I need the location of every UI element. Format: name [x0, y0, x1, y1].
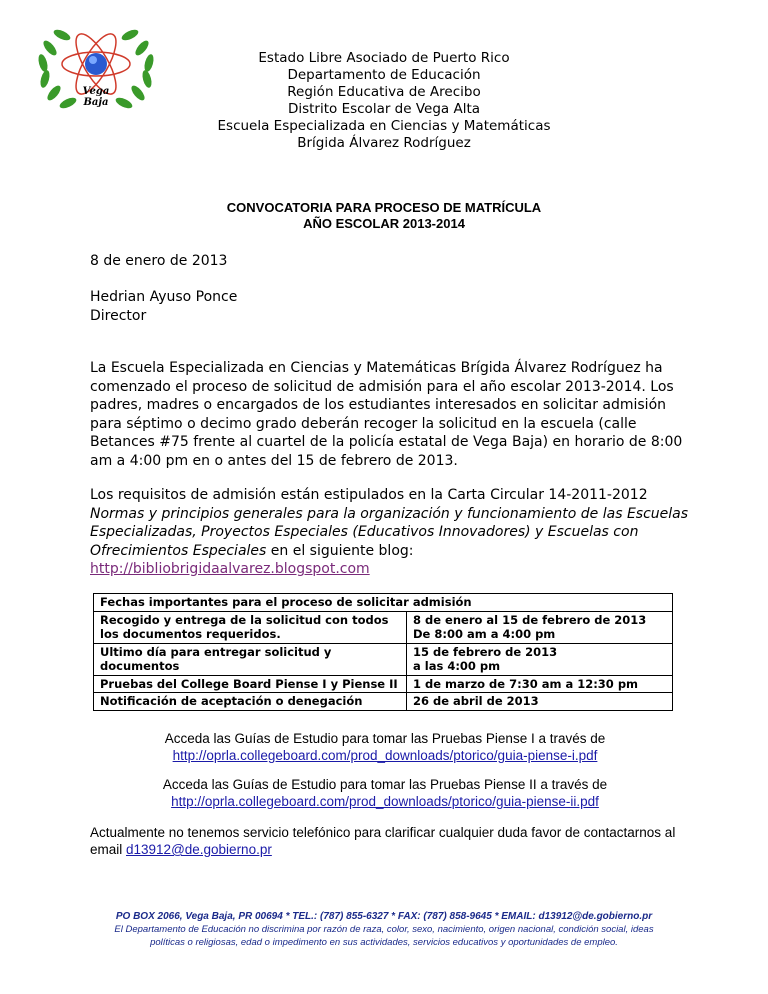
date-line: a las 4:00 pm: [413, 659, 501, 673]
guide2-link[interactable]: http://oprla.collegeboard.com/prod_downloads/ptorico/guia-piense-ii.pdf: [171, 794, 599, 809]
blog-link[interactable]: http://bibliobrigidaalvarez.blogspot.com: [90, 561, 370, 577]
event-line: documentos: [100, 659, 180, 673]
contact-email-link[interactable]: d13912@de.gobierno.pr: [126, 842, 272, 857]
table-header-row: [94, 594, 673, 612]
paragraph-requirements: [90, 486, 690, 579]
circular-title: Normas y principios generales para la organización y funcionamiento de las Escuelas Especializadas, Proyectos Especiales (Educativos Innovadores) y Escuelas con Ofrecimientos Especiales: [90, 505, 689, 559]
header-line-2: Departamento de Educación: [287, 67, 481, 83]
guide1-text: Acceda las Guías de Estudio para tomar las Pruebas Piense I a través de: [164, 731, 606, 746]
guide2-text: Acceda las Guías de Estudio para tomar las Pruebas Piense II a través de: [162, 777, 608, 792]
date-line: 8 de enero al 15 de febrero de 2013: [413, 612, 647, 627]
letterhead: [130, 50, 638, 152]
contact-text: Actualmente no tenemos servicio telefónico para clarificar cualquier duda favor de contactarnos al email: [90, 825, 676, 857]
requirements-intro: Los requisitos de admisión están estipulados en la Carta Circular 14-2011-2012: [90, 487, 648, 503]
date-cell: 1 de marzo de 7:30 am a 12:30 pm: [407, 675, 673, 693]
title-line-2: AÑO ESCOLAR 2013-2014: [303, 216, 465, 231]
event-line: Ultimo día para entregar solicitud y: [100, 644, 332, 659]
footer: [60, 910, 708, 949]
table-row: [94, 643, 673, 675]
header-line-5: Escuela Especializada en Ciencias y Matemáticas: [217, 118, 551, 134]
table-row: [94, 675, 673, 693]
date-line: 15 de febrero de 2013: [413, 644, 558, 659]
date-cell: [407, 643, 673, 675]
letter-date: 8 de enero de 2013: [90, 253, 228, 269]
contact-note: [90, 824, 690, 858]
header-line-3: Región Educativa de Arecibo: [287, 84, 481, 100]
date-cell: 26 de abril de 2013: [407, 693, 673, 711]
table-row: [94, 611, 673, 643]
header-line-4: Distrito Escolar de Vega Alta: [287, 101, 481, 117]
event-line: Recogido y entrega de la solicitud con todos: [100, 612, 389, 627]
signer-name: Hedrian Ayuso Ponce: [90, 289, 238, 305]
title-line-1: CONVOCATORIA PARA PROCESO DE MATRÍCULA: [226, 200, 542, 215]
date-line: De 8:00 am a 4:00 pm: [413, 627, 556, 641]
footer-address: PO BOX 2066, Vega Baja, PR 00694 * TEL.: (787) 855-6327 * FAX: (787) 858-9645 * EMAIL: d13912@de.gobierno.pr: [115, 911, 653, 922]
table-header: Fechas importantes para el proceso de solicitar admisión: [94, 594, 673, 612]
event-cell: [94, 611, 407, 643]
event-line: los documentos requeridos.: [100, 627, 281, 641]
header-line-1: Estado Libre Asociado de Puerto Rico: [258, 50, 510, 66]
requirements-tail: en el siguiente blog:: [266, 542, 414, 559]
guide-piense-ii: [90, 776, 680, 810]
signer-title: Director: [90, 307, 147, 324]
date-cell: [407, 611, 673, 643]
event-cell: Notificación de aceptación o denegación: [94, 693, 407, 711]
document-title: [130, 200, 638, 232]
footer-notice-2: políticas o religiosas, edad o impedimento en sus actividades, servicios educativos y oportunidades de empleo.: [150, 937, 618, 948]
important-dates-table: [93, 593, 673, 711]
event-cell: Pruebas del College Board Piense I y Piense II: [94, 675, 407, 693]
guide-piense-i: [90, 730, 680, 764]
table-row: [94, 693, 673, 711]
guide1-link[interactable]: http://oprla.collegeboard.com/prod_downloads/ptorico/guia-piense-i.pdf: [172, 748, 598, 763]
event-cell: [94, 643, 407, 675]
paragraph-admission: La Escuela Especializada en Ciencias y Matemáticas Brígida Álvarez Rodríguez ha comenzado el proceso de solicitud de admisión para el año escolar 2013-2014. Los padres, madres o encargados de los estudiantes interesados en solicitar admisión para séptimo o decimo grado deberán recoger la solicitud en la escuela (calle Betances #75 frente al cuartel de la policía estatal de Vega Baja) en horario de 8:00 am a 4:00 pm en o antes del 15 de febrero de 2013.: [90, 360, 683, 469]
signer-block: [90, 288, 237, 325]
logo-label: Vega Baja: [82, 86, 110, 108]
footer-notice-1: El Departamento de Educación no discrimina por razón de raza, color, sexo, nacimiento, origen nacional, condición social, ideas: [114, 924, 654, 935]
header-line-6: Brígida Álvarez Rodríguez: [297, 135, 471, 151]
